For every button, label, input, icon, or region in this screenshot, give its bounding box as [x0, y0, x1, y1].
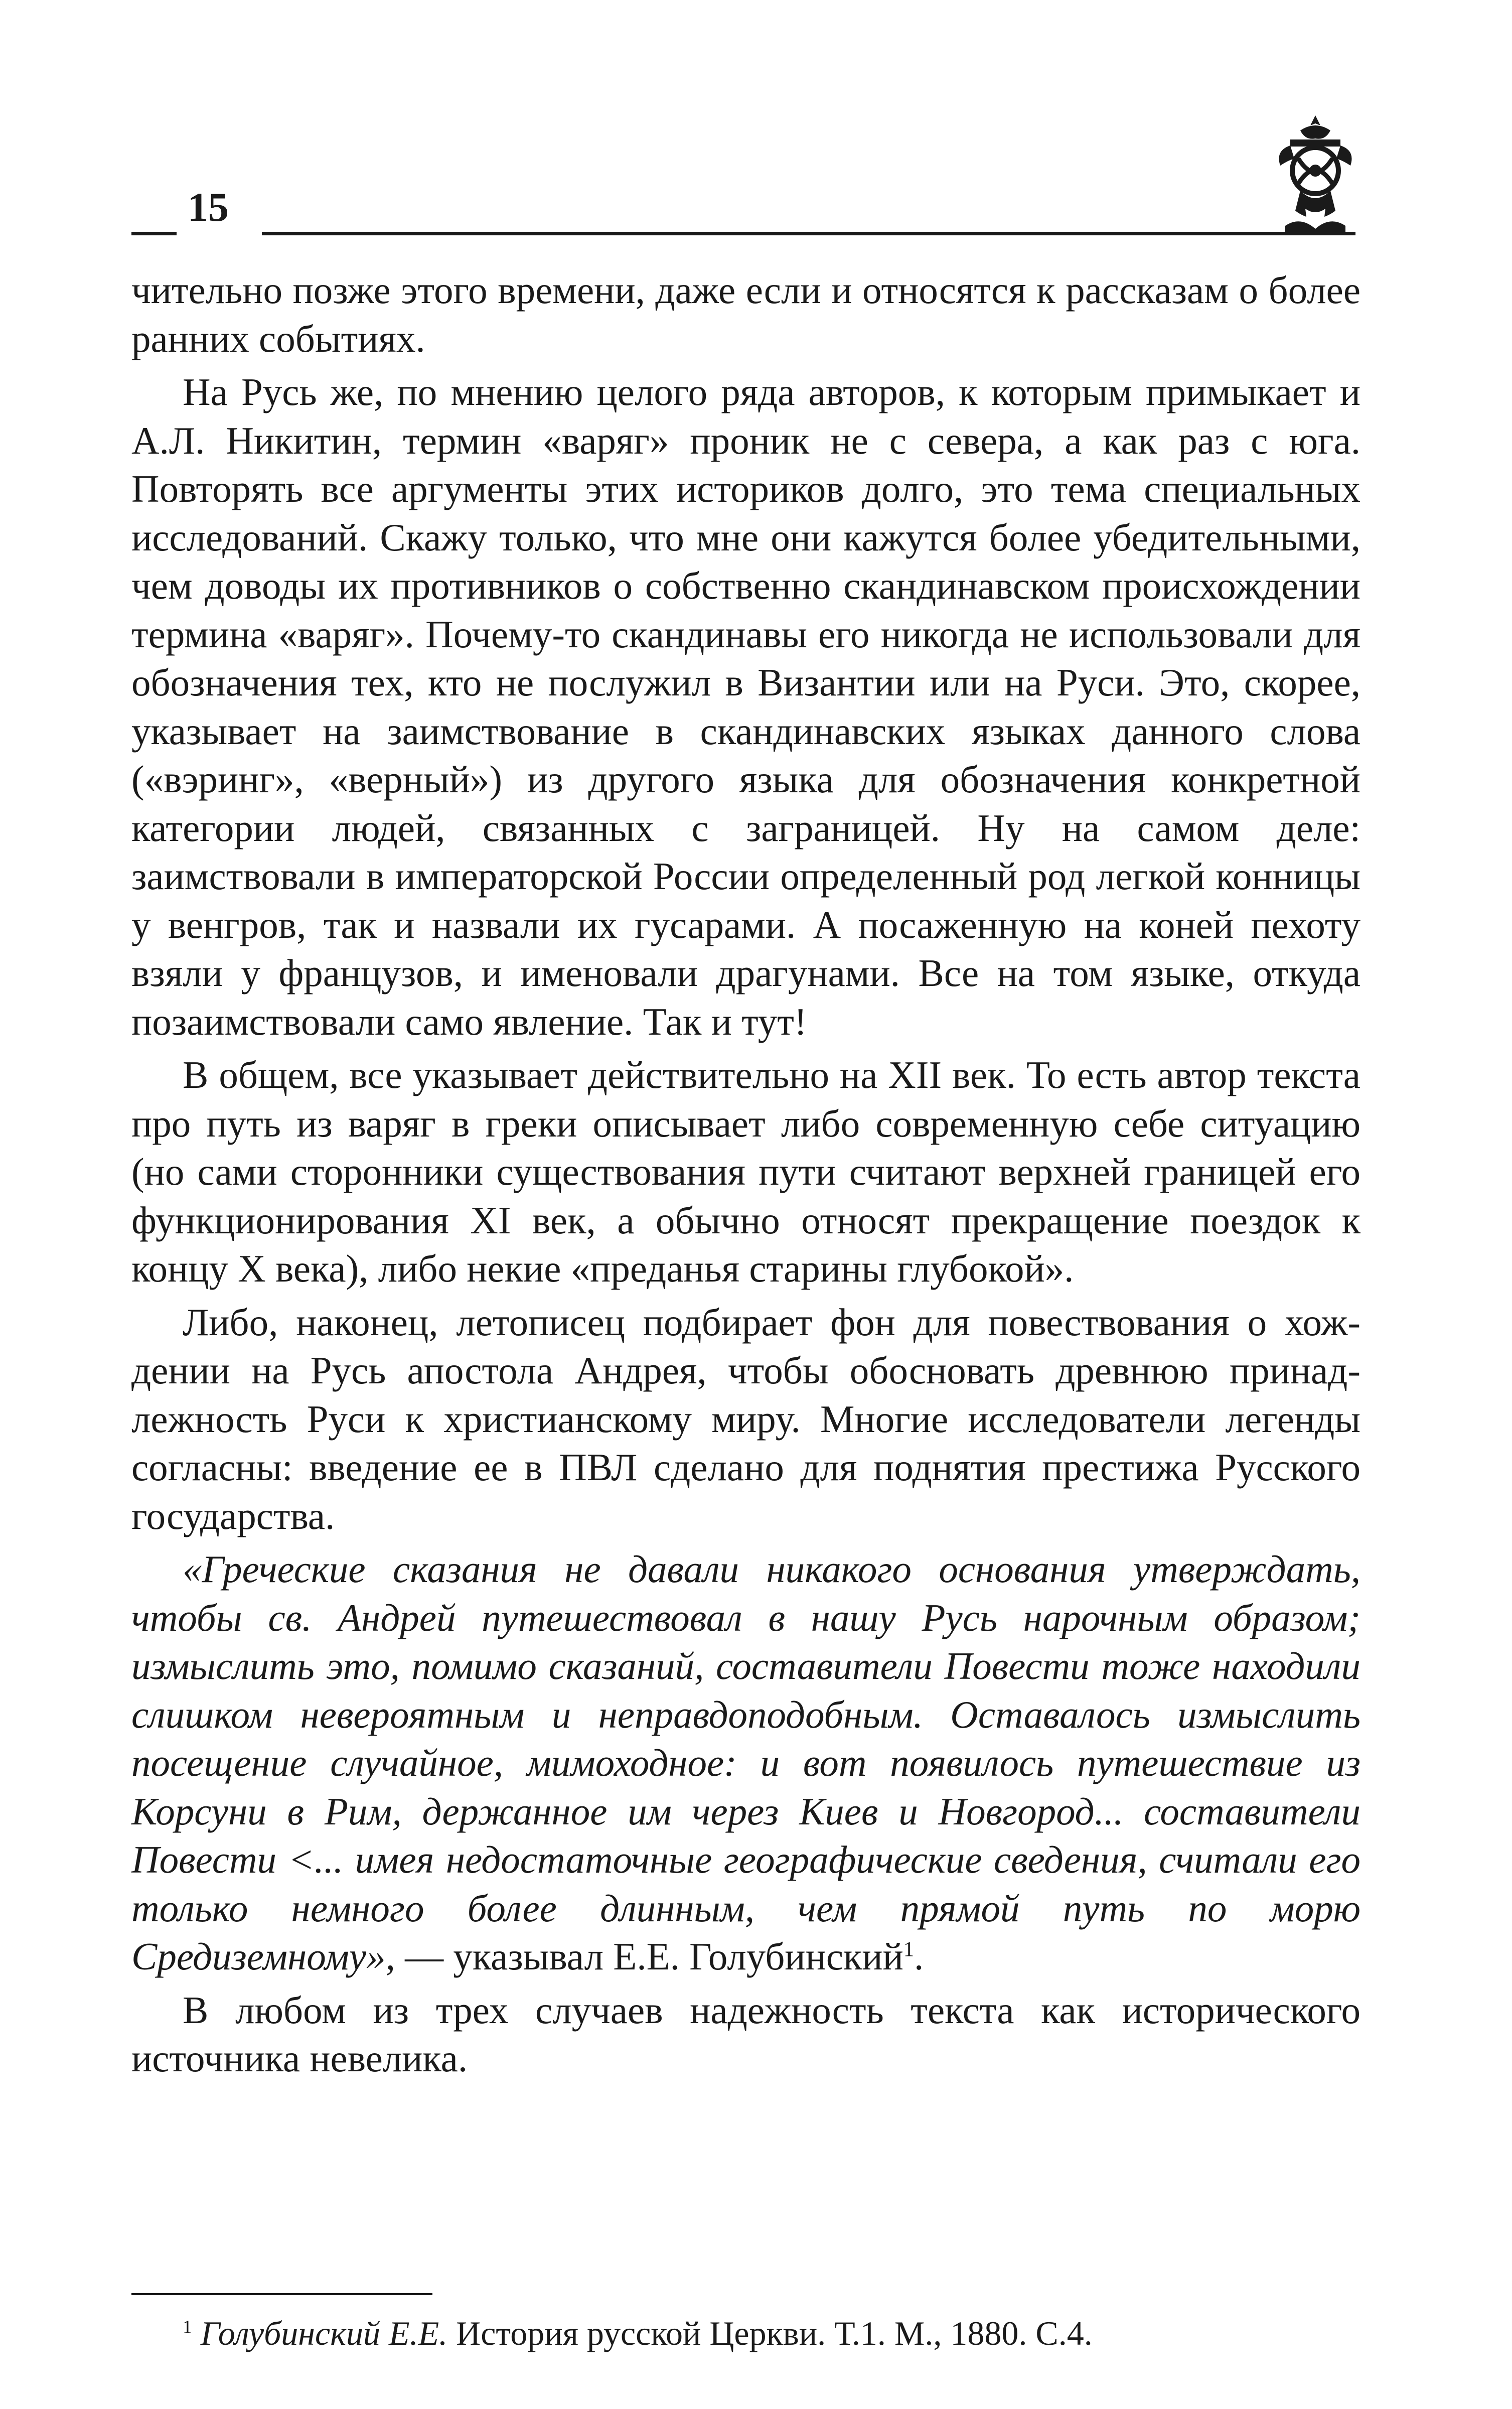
paragraph-twelfth-century: В общем, все указывает действительно на XII век. То есть автор текста про путь из варяг в греки описывает либо современную себе ситуацию (но сами сторонники существования пути считают верхней границей его функционирования XI век, а обычно относят прекращение поездок к концу X века), либо некие «преданья старины глубокой».	[131, 1053, 1360, 1290]
body-text	[131, 266, 1360, 2083]
paragraph-conclusion: В любом из трех случаев надежность текста как исторического источника невелика.	[131, 1988, 1360, 2080]
footnote-text: История русской Церкви. Т.1. М., 1880. С.4.	[447, 2314, 1093, 2352]
header-rule-right	[262, 232, 1355, 235]
footnote-reference[interactable]: 1	[903, 1937, 915, 1961]
paragraph-varyag-origin: На Русь же, по мнению целого ряда авторов, к которым примыкает и А.Л. Никитин, термин «варяг» проник не с севера, а как раз с юга. Повторять все аргументы этих историков долго, это тема специальных исследований. Скажу только, что мне они кажутся более убедительными, чем доводы их противников о собственно скандинавском происхождении термина «варяг». Почему-то скандинавы его никогда не использовали для обозначения тех, кто не послужил в Византии или на Руси. Это, скорее, указывает на заимствование в скандинавских языках данного слова («вэринг», «верный») из другого языка для обозначения конкретной категории людей, связанных с заграницей. Ну на самом деле: заимствовали в императорской России определенный род легкой конницы у венгров, так и назвали их гусарами. А посаженную на коней пехоту взяли у французов, и именовали драгунами. Все на том языке, откуда позаимствовали само явление. Так и тут!	[131, 370, 1360, 1043]
quotation-golubinsky: «Греческие сказания не давали никакого основания утверждать, чтобы св. Андрей путешествовал в нашу Русь нарочным образом; измыслить это, помимо сказаний, составители Повести тоже находили слишком невероятным и неправдоподобным. Оставалось измыслить посещение случайное, мимоходное: и вот появилось путешествие из Корсуни в Рим, держанное им через Киев и Новгород... составители Повести <... имея недостаточные географические сведения, считали его только немного более длинным, чем прямой путь по морю Средиземному», — указывал Е.Е. Голубинский$^1$.	[131, 1547, 1360, 1978]
footnote-marker: 1	[183, 2317, 192, 2338]
quotation-attribution: — указывал Е.Е. Голубинский	[395, 1935, 903, 1978]
book-page	[131, 100, 1360, 2352]
footnote-separator	[131, 2293, 432, 2295]
header-rule-left	[131, 232, 177, 235]
running-header	[131, 100, 1360, 251]
paragraph-continuation: чительно позже этого времени, даже если и относятся к рассказам о более ранних событиях.	[131, 268, 1360, 360]
paragraph-apostle-andrew: Либо, наконец, летописец подбирает фон для повествования о хождении на Русь апостола Андрея, чтобы обосновать древнюю принадлежность Руси к христианскому миру. Многие исследователи легенды согласны: введение ее в ПВЛ сделано для поднятия престижа Русского государства.	[131, 1300, 1360, 1537]
footnote	[183, 2311, 1336, 2356]
decorative-knot-ornament-icon	[1270, 110, 1360, 241]
footnote-author: Голубинский Е.Е.	[200, 2314, 448, 2352]
quotation-text: «Греческие сказания не давали никакого основания утверждать, чтобы св. Андрей путешествовал в нашу Русь нарочным образом; измыслить это, помимо сказаний, составители Повести тоже находили слишком невероятным и неправдоподобным. Оставалось измыслить посещение случайное, мимоходное: и вот появилось путешествие из Корсуни в Рим, держанное им через Киев и Новгород... составители Повести <... имея недостаточные географические сведения, считали его только немного более длинным, чем прямой путь по морю Средиземному»,	[131, 1547, 1360, 1978]
page-number: 15	[188, 184, 229, 230]
